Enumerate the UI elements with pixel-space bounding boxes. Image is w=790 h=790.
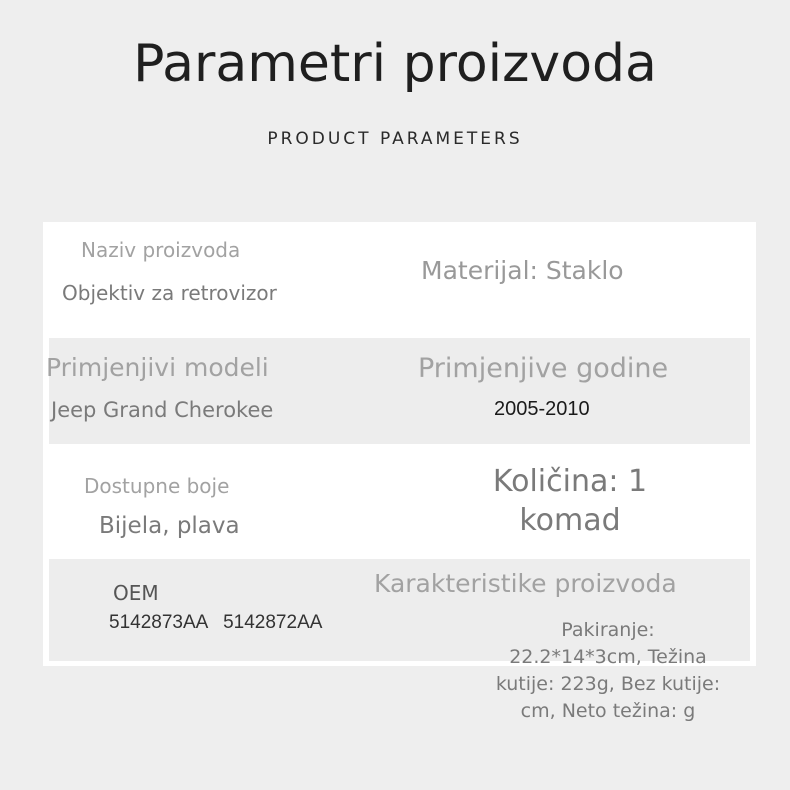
characteristics-line-3: kutije: 223g, Bez kutije:: [495, 673, 721, 695]
years-value: 2005-2010: [494, 398, 590, 420]
years-label: Primjenjive godine: [418, 353, 669, 384]
models-value: Jeep Grand Cherokee: [51, 398, 274, 422]
oem-label: OEM: [113, 581, 159, 605]
characteristics-line-4: cm, Neto težina: g: [520, 700, 696, 722]
colors-value: Bijela, plava: [99, 513, 240, 539]
product-name-label: Naziv proizvoda: [81, 238, 241, 262]
page-subtitle: PRODUCT PARAMETERS: [267, 129, 523, 149]
models-label: Primjenjivi modeli: [46, 353, 269, 382]
characteristics-line-1: Pakiranje:: [561, 619, 655, 641]
quantity-line-2: komad: [519, 503, 621, 538]
characteristics-label: Karakteristike proizvoda: [374, 569, 677, 598]
material-text: Materijal: Staklo: [421, 256, 624, 285]
oem-value: 5142873AA 5142872AA: [109, 612, 323, 633]
colors-label: Dostupne boje: [84, 474, 230, 498]
product-name-value: Objektiv za retrovizor: [62, 281, 277, 305]
quantity-line-1: Količina: 1: [492, 464, 648, 499]
page-title: Parametri proizvoda: [133, 34, 657, 94]
characteristics-line-2: 22.2*14*3cm, Težina: [509, 646, 707, 668]
